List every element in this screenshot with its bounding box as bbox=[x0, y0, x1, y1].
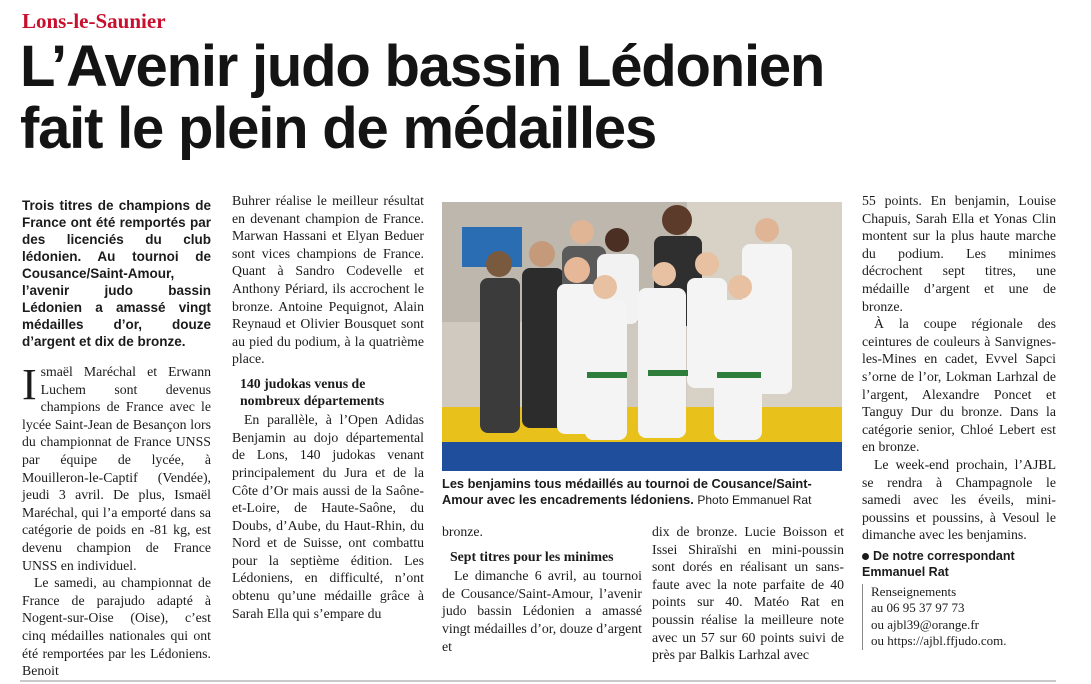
signature-label bbox=[862, 548, 1056, 564]
dropcap: I bbox=[22, 360, 37, 409]
bottom-rule bbox=[20, 680, 1056, 682]
signature-role: De notre correspondant bbox=[873, 548, 1015, 563]
subheading-judokas: 140 judokas venus de nombreux départements bbox=[240, 375, 385, 408]
column-3 bbox=[442, 523, 642, 655]
column-3-paragraph-2: Le dimanche 6 avril, au tournoi de Cousance/Saint-Amour, l’avenir judo bassin Lédonien a amassé vingt médailles d’or, douze d’argent et bbox=[442, 568, 642, 654]
section-rubric: Lons-le-Saunier bbox=[22, 9, 166, 33]
caption-text: Les benjamins tous médaillés au tournoi de Cousance/Saint-Amour avec les encadrements lédoniens. bbox=[442, 476, 812, 507]
photo-caption bbox=[442, 476, 844, 508]
info-line-1: Renseignements bbox=[871, 583, 957, 599]
headline-line-1: L’Avenir judo bassin Lédonien bbox=[20, 34, 825, 99]
column-2-paragraph-2: En parallèle, à l’Open Adidas Benjamin au dojo départemental de Lons, 140 judokas venant principalement du Jura et de la Côte d’Or mais aussi de la Saône-et-Loire, de Haute-Saône, du Doubs, d’Aube, du Haut-Rhin, du Nord et de Suisse, ont combattu pour la septième édition. Les Lédoniens, en difficulté, n’ont obtenu qu’une médaille grâce à Sarah Ella qui s’empare du bbox=[232, 412, 424, 621]
column-1-paragraph-2: Le samedi, au championnat de France de parajudo adapté à Nogent-sur-Oise (Oise), c’est cinq médailles nationales qui ont été remportées par les Lédoniens. Benoit bbox=[22, 575, 211, 679]
info-box bbox=[862, 584, 1056, 650]
headline-line-2: fait le plein de médailles bbox=[20, 96, 657, 161]
signature-name: Emmanuel Rat bbox=[862, 564, 949, 579]
bullet-icon bbox=[862, 553, 869, 560]
info-email[interactable]: ou ajbl39@orange.fr bbox=[871, 616, 979, 632]
column-3-paragraph-1: bronze. bbox=[442, 524, 483, 539]
lede-text: Trois titres de champions de France ont été remportés par des licenciés du club lédonien. Au tournoi de Cousance/Saint-Amour, l’avenir judo bassin Lédonien a amassé vingt médailles d’or, douze d’argent et dix de bronze. bbox=[22, 198, 211, 349]
column-1 bbox=[22, 360, 211, 680]
column-4-paragraph-1: dix de bronze. Lucie Boisson et Issei Shiraïshi en mini-poussin sont dorés en réalisant un sans-faute avec la note parfaite de 40 points sur 40. Matéo Rat en poussin réalise la meilleure note avec un 57 sur 60 points suivi de près par Balkis Larhzal avec bbox=[652, 524, 844, 663]
column-5-paragraph-1: 55 points. En benjamin, Louise Chapuis, Sarah Ella et Yonas Clin montent sur la plus haute marche du podium. Les minimes décrochent sept titres, une médaille d’argent et une de bronze. bbox=[862, 193, 1056, 314]
column-1-text-1: smaël Maréchal et Erwann Luchem sont devenus champions de France avec le lycée Saint-Jean de Besançon lors du championnat de France UNSS par équipe de lycée, à Mouilleron-le-Captif (Vendée), jeudi 3 avril. De plus, Ismaël Maréchal, qui l’a emporté dans sa catégorie de poids en -81 kg, est devenu champion de France UNSS en individuel. bbox=[22, 364, 211, 573]
team-photo bbox=[442, 202, 842, 471]
column-2 bbox=[232, 192, 424, 622]
column-5-paragraph-3: Le week-end prochain, l’AJBL se rendra à Champagnole le samedi avec les éveils, mini-poussins et poussins, à Vesoul le dimanche avec les benjamins. bbox=[862, 456, 1056, 543]
column-4 bbox=[652, 523, 844, 664]
subheading-minimes: Sept titres pour les minimes bbox=[450, 548, 614, 564]
column-5-paragraph-2: À la coupe régionale des ceintures de couleurs à Sanvignes-les-Mines en cadet, Evvel Sapci s’orne de l’or, Lokman Larhzal de l’argent, Alexandre Poncet et Tanguy Dur du bronze. Dans la catégorie senior, Chloé Lebert est en bronze. bbox=[862, 316, 1056, 455]
photo-credit: Photo Emmanuel Rat bbox=[697, 493, 812, 507]
column-2-paragraph-1: Buhrer réalise le meilleur résultat en devenant champion de France. Marwan Hassani et Elyan Beduer sont vices champions de France. Quant à Sandro Codevelle et Anthony Périard, ils accrochent le bronze. Antoine Pequignot, Alain Reynaud et Olivier Bousquet sont au pied du podium, à la quatrième place. bbox=[232, 193, 424, 367]
column-5 bbox=[862, 192, 1056, 650]
info-phone: au 06 95 37 97 73 bbox=[871, 600, 965, 616]
headline bbox=[20, 36, 1070, 160]
info-website[interactable]: ou https://ajbl.ffjudo.com. bbox=[871, 633, 1007, 649]
column-1-paragraph-1 bbox=[22, 360, 211, 574]
lede-paragraph bbox=[22, 197, 211, 350]
